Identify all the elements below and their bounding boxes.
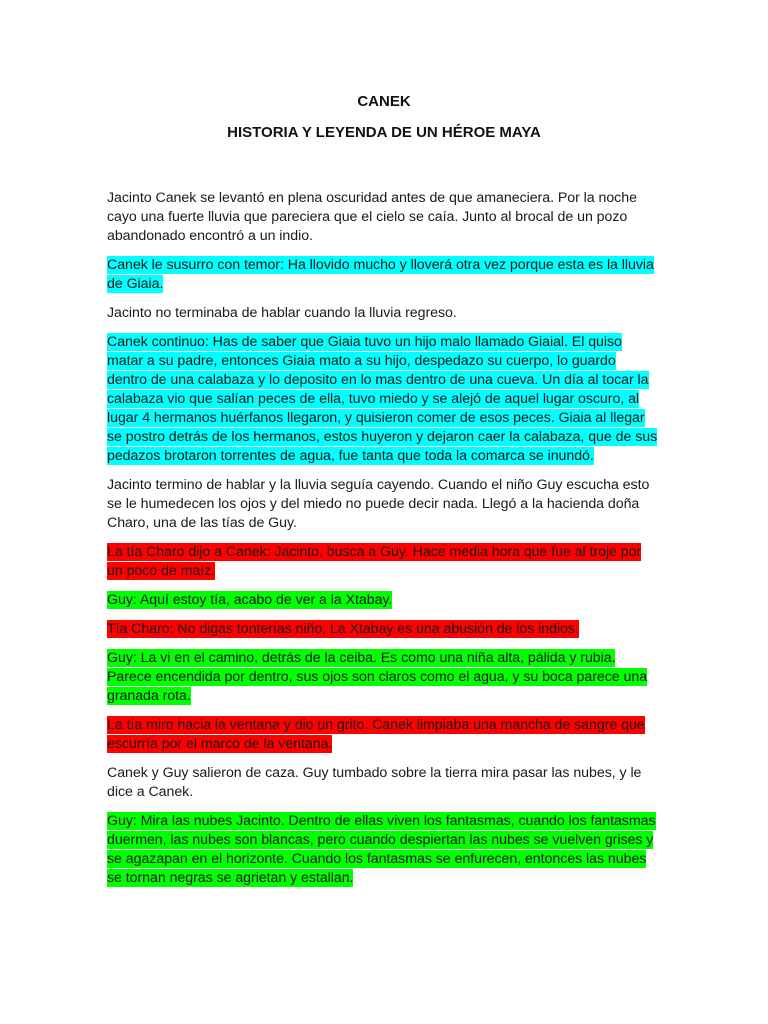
paragraph-highlighted-cyan (107, 256, 659, 294)
paragraph-text: Guy: Mira las nubes Jacinto. Dentro de ellas viven los fantasmas, cuando los fantasmas duermen, las nubes son blancas, pero cuando despiertan las nubes se vuelven grises y se agazapan en el horizonte. Cuando los fantasmas se enfurecen, entonces las nubes se tornan negras se agrietan y estallan. (107, 813, 656, 886)
paragraph-text: Canek y Guy salieron de caza. Guy tumbado sobre la tierra mira pasar las nubes, y le dice a Canek. (107, 765, 642, 800)
paragraph-highlighted-green (107, 812, 659, 888)
document-body (107, 189, 659, 898)
paragraph-highlighted-red (107, 716, 659, 754)
paragraph (107, 189, 659, 246)
document-title: CANEK (357, 93, 411, 110)
paragraph-text: Tía Charo: No digas tonterías niño, La Xtabay es una abusión de los indios. (107, 621, 579, 637)
paragraph-highlighted-cyan (107, 333, 659, 466)
paragraph-text: Jacinto Canek se levantó en plena oscuridad antes de que amaneciera. Por la noche cayo una fuerte lluvia que pareciera que el cielo se caía. Junto al brocal de un pozo abandonado encontró a un indio. (107, 190, 637, 244)
paragraph-text: Canek continuo: Has de saber que Giaia tuvo un hijo malo llamado Giaial. El quiso matar a su padre, entonces Giaia mato a su hijo, despedazo su cuerpo, lo guardo dentro de una calabaza y lo deposito en lo mas dentro de una cueva. Un día al tocar la calabaza vio que salían peces de ella, tuvo miedo y se alejó de aquel lugar oscuro, al lugar 4 hermanos huérfanos llegaron, y quisieron comer de esos peces. Giaia al llegar se postro detrás de los hermanos, estos huyeron y dejaron caer la calabaza, que de sus pedazos brotaron torrentes de agua, fue tanta que toda la comarca se inundó. (107, 334, 658, 464)
paragraph-text: Guy: Aquí estoy tía, acabo de ver a la Xtabay. (107, 592, 393, 608)
paragraph-text: Canek le susurro con temor: Ha llovido mucho y lloverá otra vez porque esta es la lluvia de Giaia. (107, 257, 654, 292)
paragraph-text: La tía miro hacia la ventana y dio un grito. Canek limpiaba una mancha de sangre que escurría por el marco de la ventana. (107, 717, 645, 752)
paragraph-highlighted-green (107, 649, 659, 706)
paragraph-text: Jacinto termino de hablar y la lluvia seguía cayendo. Cuando el niño Guy escucha esto se le humedecen los ojos y del miedo no puede decir nada. Llegó a la hacienda doña Charo, una de las tías de Guy. (107, 477, 650, 531)
document-subtitle: HISTORIA Y LEYENDA DE UN HÉROE MAYA (227, 124, 541, 141)
paragraph-highlighted-green (107, 591, 659, 610)
paragraph (107, 764, 659, 802)
paragraph-highlighted-red (107, 543, 659, 581)
paragraph (107, 304, 659, 323)
paragraph-highlighted-red (107, 620, 659, 639)
paragraph-text: Jacinto no terminaba de hablar cuando la lluvia regreso. (107, 305, 457, 321)
paragraph-text: Guy: La vi en el camino, detrás de la ceiba. Es como una niña alta, pálida y rubia. Parece encendida por dentro, sus ojos son claros como el agua, y su boca parece una granada rota. (107, 650, 648, 704)
paragraph (107, 476, 659, 533)
paragraph-text: La tía Charo dijo a Canek: Jacinto, busca a Guy. Hace media hora que fue al troje por un poco de maíz. (107, 544, 642, 579)
